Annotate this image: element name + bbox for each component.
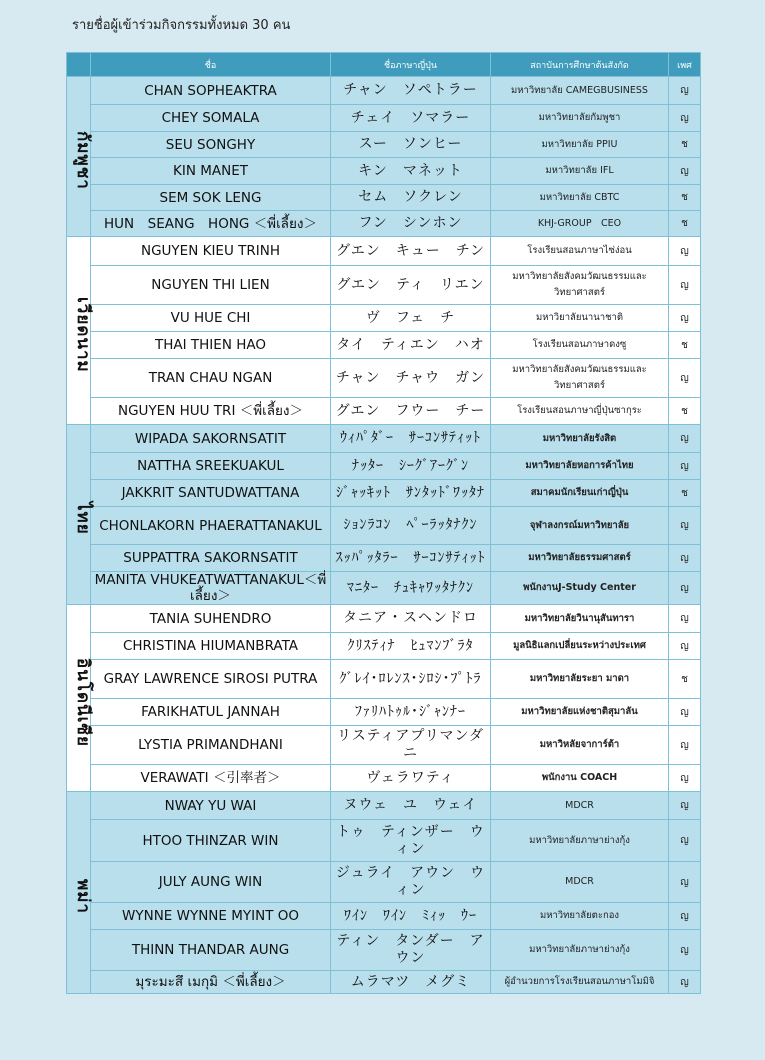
table-row — [67, 105, 701, 132]
country-label: กัมพูชา — [73, 131, 93, 190]
participant-sex: ญ — [669, 699, 701, 726]
participant-name: MANITA VHUKEATWATTANAKUL＜พี่เลี้ยง＞ — [91, 572, 331, 605]
participant-japanese-name: ｸﾘｽﾃｨﾅ ﾋｭﾏﾝﾌﾞﾗﾀ — [331, 633, 491, 660]
country-cell — [67, 425, 91, 605]
participant-sex: ญ — [669, 971, 701, 994]
participant-japanese-name: グエン ティ リエン — [331, 266, 491, 305]
table-row — [67, 572, 701, 605]
participant-japanese-name: タニア・スヘンドロ — [331, 605, 491, 633]
participant-japanese-name: ﾌｧﾘﾊﾄｩﾙ･ｼﾞｬﾝﾅｰ — [331, 699, 491, 726]
participant-name: NGUYEN HUU TRI ＜พี่เลี้ยง＞ — [91, 398, 331, 425]
participant-name: มุระมะสึ เมกุมิ ＜พี่เลี้ยง＞ — [91, 971, 331, 994]
participant-name: CHEY SOMALA — [91, 105, 331, 132]
table-row — [67, 633, 701, 660]
participant-sex: ญ — [669, 820, 701, 862]
participant-japanese-name: ティン タンダー アウン — [331, 930, 491, 971]
participant-japanese-name: ｼｮﾝﾗｺﾝ ﾍﾟｰﾗｯﾀﾅｸﾝ — [331, 507, 491, 545]
participant-institution: มหาวิทยาลัยรังสิต — [491, 425, 669, 453]
participant-sex: ญ — [669, 359, 701, 398]
participant-name: TANIA SUHENDRO — [91, 605, 331, 633]
participant-japanese-name: ﾜｲﾝ ﾜｲﾝ ﾐｨｯ ｳｰ — [331, 903, 491, 930]
table-row — [67, 765, 701, 792]
participant-institution: มหาวิหลัยจาการ์ต้า — [491, 726, 669, 765]
table-row — [67, 507, 701, 545]
participant-sex: ญ — [669, 305, 701, 332]
participant-sex: ญ — [669, 105, 701, 132]
participant-institution: มหาวิทยาลัย IFL — [491, 158, 669, 185]
table-row — [67, 792, 701, 820]
participant-institution: มหาวิทยาลัยภาษาย่างกุ้ง — [491, 820, 669, 862]
table-row — [67, 605, 701, 633]
country-label: ไทย — [73, 502, 93, 535]
table-row — [67, 211, 701, 237]
participant-japanese-name: ﾏﾆﾀｰ ﾁｭｷｬﾜｯﾀﾅｸﾝ — [331, 572, 491, 605]
participant-institution: MDCR — [491, 792, 669, 820]
participant-institution: จุฬาลงกรณ์มหาวิทยาลัย — [491, 507, 669, 545]
participant-institution: มหาวิทยาลัยกัมพูชา — [491, 105, 669, 132]
participant-japanese-name: ｳｨﾊﾟﾀﾞｰ ｻｰｺﾝｻﾃｨｯﾄ — [331, 425, 491, 453]
participant-japanese-name: ヌウェ ユ ウェイ — [331, 792, 491, 820]
participant-name: JULY AUNG WIN — [91, 862, 331, 903]
participants-table — [66, 52, 701, 994]
participant-japanese-name: ｼﾞｬｯｷｯﾄ ｻﾝﾀｯﾄﾞﾜｯﾀﾅ — [331, 480, 491, 507]
table-body — [67, 77, 701, 994]
table-row — [67, 305, 701, 332]
header-name: ชื่อ — [91, 53, 331, 77]
participant-institution: มหาวิทยาลัย CAMEGBUSINESS — [491, 77, 669, 105]
participant-sex: ญ — [669, 862, 701, 903]
participant-name: WYNNE WYNNE MYINT OO — [91, 903, 331, 930]
participant-sex: ญ — [669, 726, 701, 765]
table-row — [67, 132, 701, 158]
participant-institution: ผู้อำนวยการโรงเรียนสอนภาษาโมมิจิ — [491, 971, 669, 994]
participant-institution: มหาวิทยาลัยระยา มาดา — [491, 660, 669, 699]
table-row — [67, 77, 701, 105]
participant-sex: ช — [669, 398, 701, 425]
participant-name: GRAY LAWRENCE SIROSI PUTRA — [91, 660, 331, 699]
participant-name: VU HUE CHI — [91, 305, 331, 332]
participant-sex: ช — [669, 480, 701, 507]
participant-name: FARIKHATUL JANNAH — [91, 699, 331, 726]
header-country — [67, 53, 91, 77]
table-row — [67, 266, 701, 305]
participant-sex: ญ — [669, 545, 701, 572]
participant-institution: มหาวิทยาลัยสังคมวัฒนธรรมและวิทยาศาสตร์ — [491, 359, 669, 398]
participant-japanese-name: タイ ティエン ハオ — [331, 332, 491, 359]
country-label: พม่า — [73, 879, 93, 914]
table-row — [67, 930, 701, 971]
participant-name: SEM SOK LENG — [91, 185, 331, 211]
country-label: อินโดนีเซีย — [73, 657, 93, 747]
participant-sex: ญ — [669, 572, 701, 605]
table-row — [67, 545, 701, 572]
participant-institution: มหาวิยาลัยนานาชาติ — [491, 305, 669, 332]
participant-sex: ญ — [669, 765, 701, 792]
participant-institution: โรงเรียนสอนภาษาไซ่ง่อน — [491, 237, 669, 266]
participant-name: NGUYEN THI LIEN — [91, 266, 331, 305]
participant-name: CHAN SOPHEAKTRA — [91, 77, 331, 105]
participant-japanese-name: チェイ ソマラー — [331, 105, 491, 132]
participant-institution: โรงเรียนสอนภาษาดงซู — [491, 332, 669, 359]
table-row — [67, 480, 701, 507]
country-cell — [67, 237, 91, 425]
table-row — [67, 332, 701, 359]
participant-japanese-name: ジュライ アウン ウィン — [331, 862, 491, 903]
participant-sex: ช — [669, 211, 701, 237]
participant-name: CHONLAKORN PHAERATTANAKUL — [91, 507, 331, 545]
participant-name: NGUYEN KIEU TRINH — [91, 237, 331, 266]
participant-name: CHRISTINA HIUMANBRATA — [91, 633, 331, 660]
table-row — [67, 699, 701, 726]
participant-institution: มหาวิทยาลัย PPIU — [491, 132, 669, 158]
table-row — [67, 726, 701, 765]
table-header-row — [67, 53, 701, 77]
participant-sex: ช — [669, 660, 701, 699]
participant-sex: ญ — [669, 77, 701, 105]
participant-institution: มหาวิทยาลัยวินานุสันทารา — [491, 605, 669, 633]
participant-name: THAI THIEN HAO — [91, 332, 331, 359]
participant-japanese-name: グエン フウー チー — [331, 398, 491, 425]
participant-institution: มหาวิทยาลัยธรรมศาสตร์ — [491, 545, 669, 572]
participant-institution: มหาวิทยาลัยภาษาย่างกุ้ง — [491, 930, 669, 971]
participant-institution: MDCR — [491, 862, 669, 903]
participant-japanese-name: ﾅｯﾀｰ ｼｰｸﾞｱｰｸﾞﾝ — [331, 453, 491, 480]
participant-japanese-name: グエン キュー チン — [331, 237, 491, 266]
participant-institution: มหาวิทยาลัยหอการค้าไทย — [491, 453, 669, 480]
participant-japanese-name: ｸﾞﾚｲ･ﾛﾚﾝｽ･ｼﾛｼ･ﾌﾟﾄﾗ — [331, 660, 491, 699]
participant-sex: ช — [669, 132, 701, 158]
participant-japanese-name: チャン チャウ ガン — [331, 359, 491, 398]
participant-institution: มหาวิทยาลัยตะกอง — [491, 903, 669, 930]
participant-japanese-name: トゥ ティンザー ウィン — [331, 820, 491, 862]
participant-sex: ญ — [669, 792, 701, 820]
table-row — [67, 862, 701, 903]
participant-name: WIPADA SAKORNSATIT — [91, 425, 331, 453]
participant-sex: ญ — [669, 425, 701, 453]
participant-name: HUN SEANG HONG ＜พี่เลี้ยง＞ — [91, 211, 331, 237]
participant-institution: KHJ-GROUP CEO — [491, 211, 669, 237]
participant-name: THINN THANDAR AUNG — [91, 930, 331, 971]
participant-japanese-name: スー ソンヒー — [331, 132, 491, 158]
table-row — [67, 660, 701, 699]
country-cell — [67, 77, 91, 237]
participant-name: NATTHA SREEKUAKUL — [91, 453, 331, 480]
participant-sex: ช — [669, 185, 701, 211]
participant-japanese-name: キン マネット — [331, 158, 491, 185]
participant-japanese-name: チャン ソペトラー — [331, 77, 491, 105]
participant-sex: ญ — [669, 453, 701, 480]
participant-japanese-name: フン シンホン — [331, 211, 491, 237]
participant-name: SEU SONGHY — [91, 132, 331, 158]
participant-sex: ญ — [669, 633, 701, 660]
participant-institution: มหาวิทยาลัย CBTC — [491, 185, 669, 211]
table-row — [67, 237, 701, 266]
table-row — [67, 425, 701, 453]
participant-name: HTOO THINZAR WIN — [91, 820, 331, 862]
participant-name: JAKKRIT SANTUDWATTANA — [91, 480, 331, 507]
participant-japanese-name: ｽｯﾊﾟｯﾀﾗｰ ｻｰｺﾝｻﾃｨｯﾄ — [331, 545, 491, 572]
participant-name: NWAY YU WAI — [91, 792, 331, 820]
participant-institution: พนักงานJ-Study Center — [491, 572, 669, 605]
header-institution: สถาบันการศึกษาต้นสังกัด — [491, 53, 669, 77]
participant-name: KIN MANET — [91, 158, 331, 185]
participant-sex: ญ — [669, 605, 701, 633]
participant-japanese-name: ヴ フェ チ — [331, 305, 491, 332]
participant-institution: สมาคมนักเรียนเก่าญี่ปุ่น — [491, 480, 669, 507]
participant-name: VERAWATI ＜引率者＞ — [91, 765, 331, 792]
participant-name: TRAN CHAU NGAN — [91, 359, 331, 398]
participant-sex: ญ — [669, 237, 701, 266]
table-row — [67, 158, 701, 185]
table-row — [67, 820, 701, 862]
participant-sex: ญ — [669, 158, 701, 185]
page-title: รายชื่อผู้เข้าร่วมกิจกรรมทั้งหมด 30 คน — [72, 18, 291, 33]
participant-japanese-name: ヴェラワティ — [331, 765, 491, 792]
participant-japanese-name: セム ソクレン — [331, 185, 491, 211]
participant-institution: โรงเรียนสอนภาษาญี่ปุ่นซากุระ — [491, 398, 669, 425]
country-cell — [67, 792, 91, 994]
table-row — [67, 359, 701, 398]
country-label: เวียดนาม — [73, 296, 93, 373]
table-row — [67, 453, 701, 480]
participant-institution: มหาวิทยาลัยสังคมวัฒนธรรมและวิทยาศาสตร์ — [491, 266, 669, 305]
table-row — [67, 185, 701, 211]
table-row — [67, 903, 701, 930]
participant-name: SUPPATTRA SAKORNSATIT — [91, 545, 331, 572]
header-sex: เพศ — [669, 53, 701, 77]
participant-name: LYSTIA PRIMANDHANI — [91, 726, 331, 765]
country-cell — [67, 605, 91, 792]
participant-sex: ญ — [669, 903, 701, 930]
participant-institution: มูลนิธิแลกเปลี่ยนระหว่างประเทศ — [491, 633, 669, 660]
participant-institution: พนักงาน COACH — [491, 765, 669, 792]
participant-japanese-name: リスティアプリマンダニ — [331, 726, 491, 765]
participant-sex: ญ — [669, 507, 701, 545]
participant-sex: ช — [669, 332, 701, 359]
participant-sex: ญ — [669, 930, 701, 971]
header-japanese-name: ชื่อภาษาญี่ปุ่น — [331, 53, 491, 77]
table-row — [67, 398, 701, 425]
table-row — [67, 971, 701, 994]
participant-institution: มหาวิทยาลัยแห่งชาติสุมาลัน — [491, 699, 669, 726]
participant-sex: ญ — [669, 266, 701, 305]
participant-japanese-name: ムラマツ メグミ — [331, 971, 491, 994]
